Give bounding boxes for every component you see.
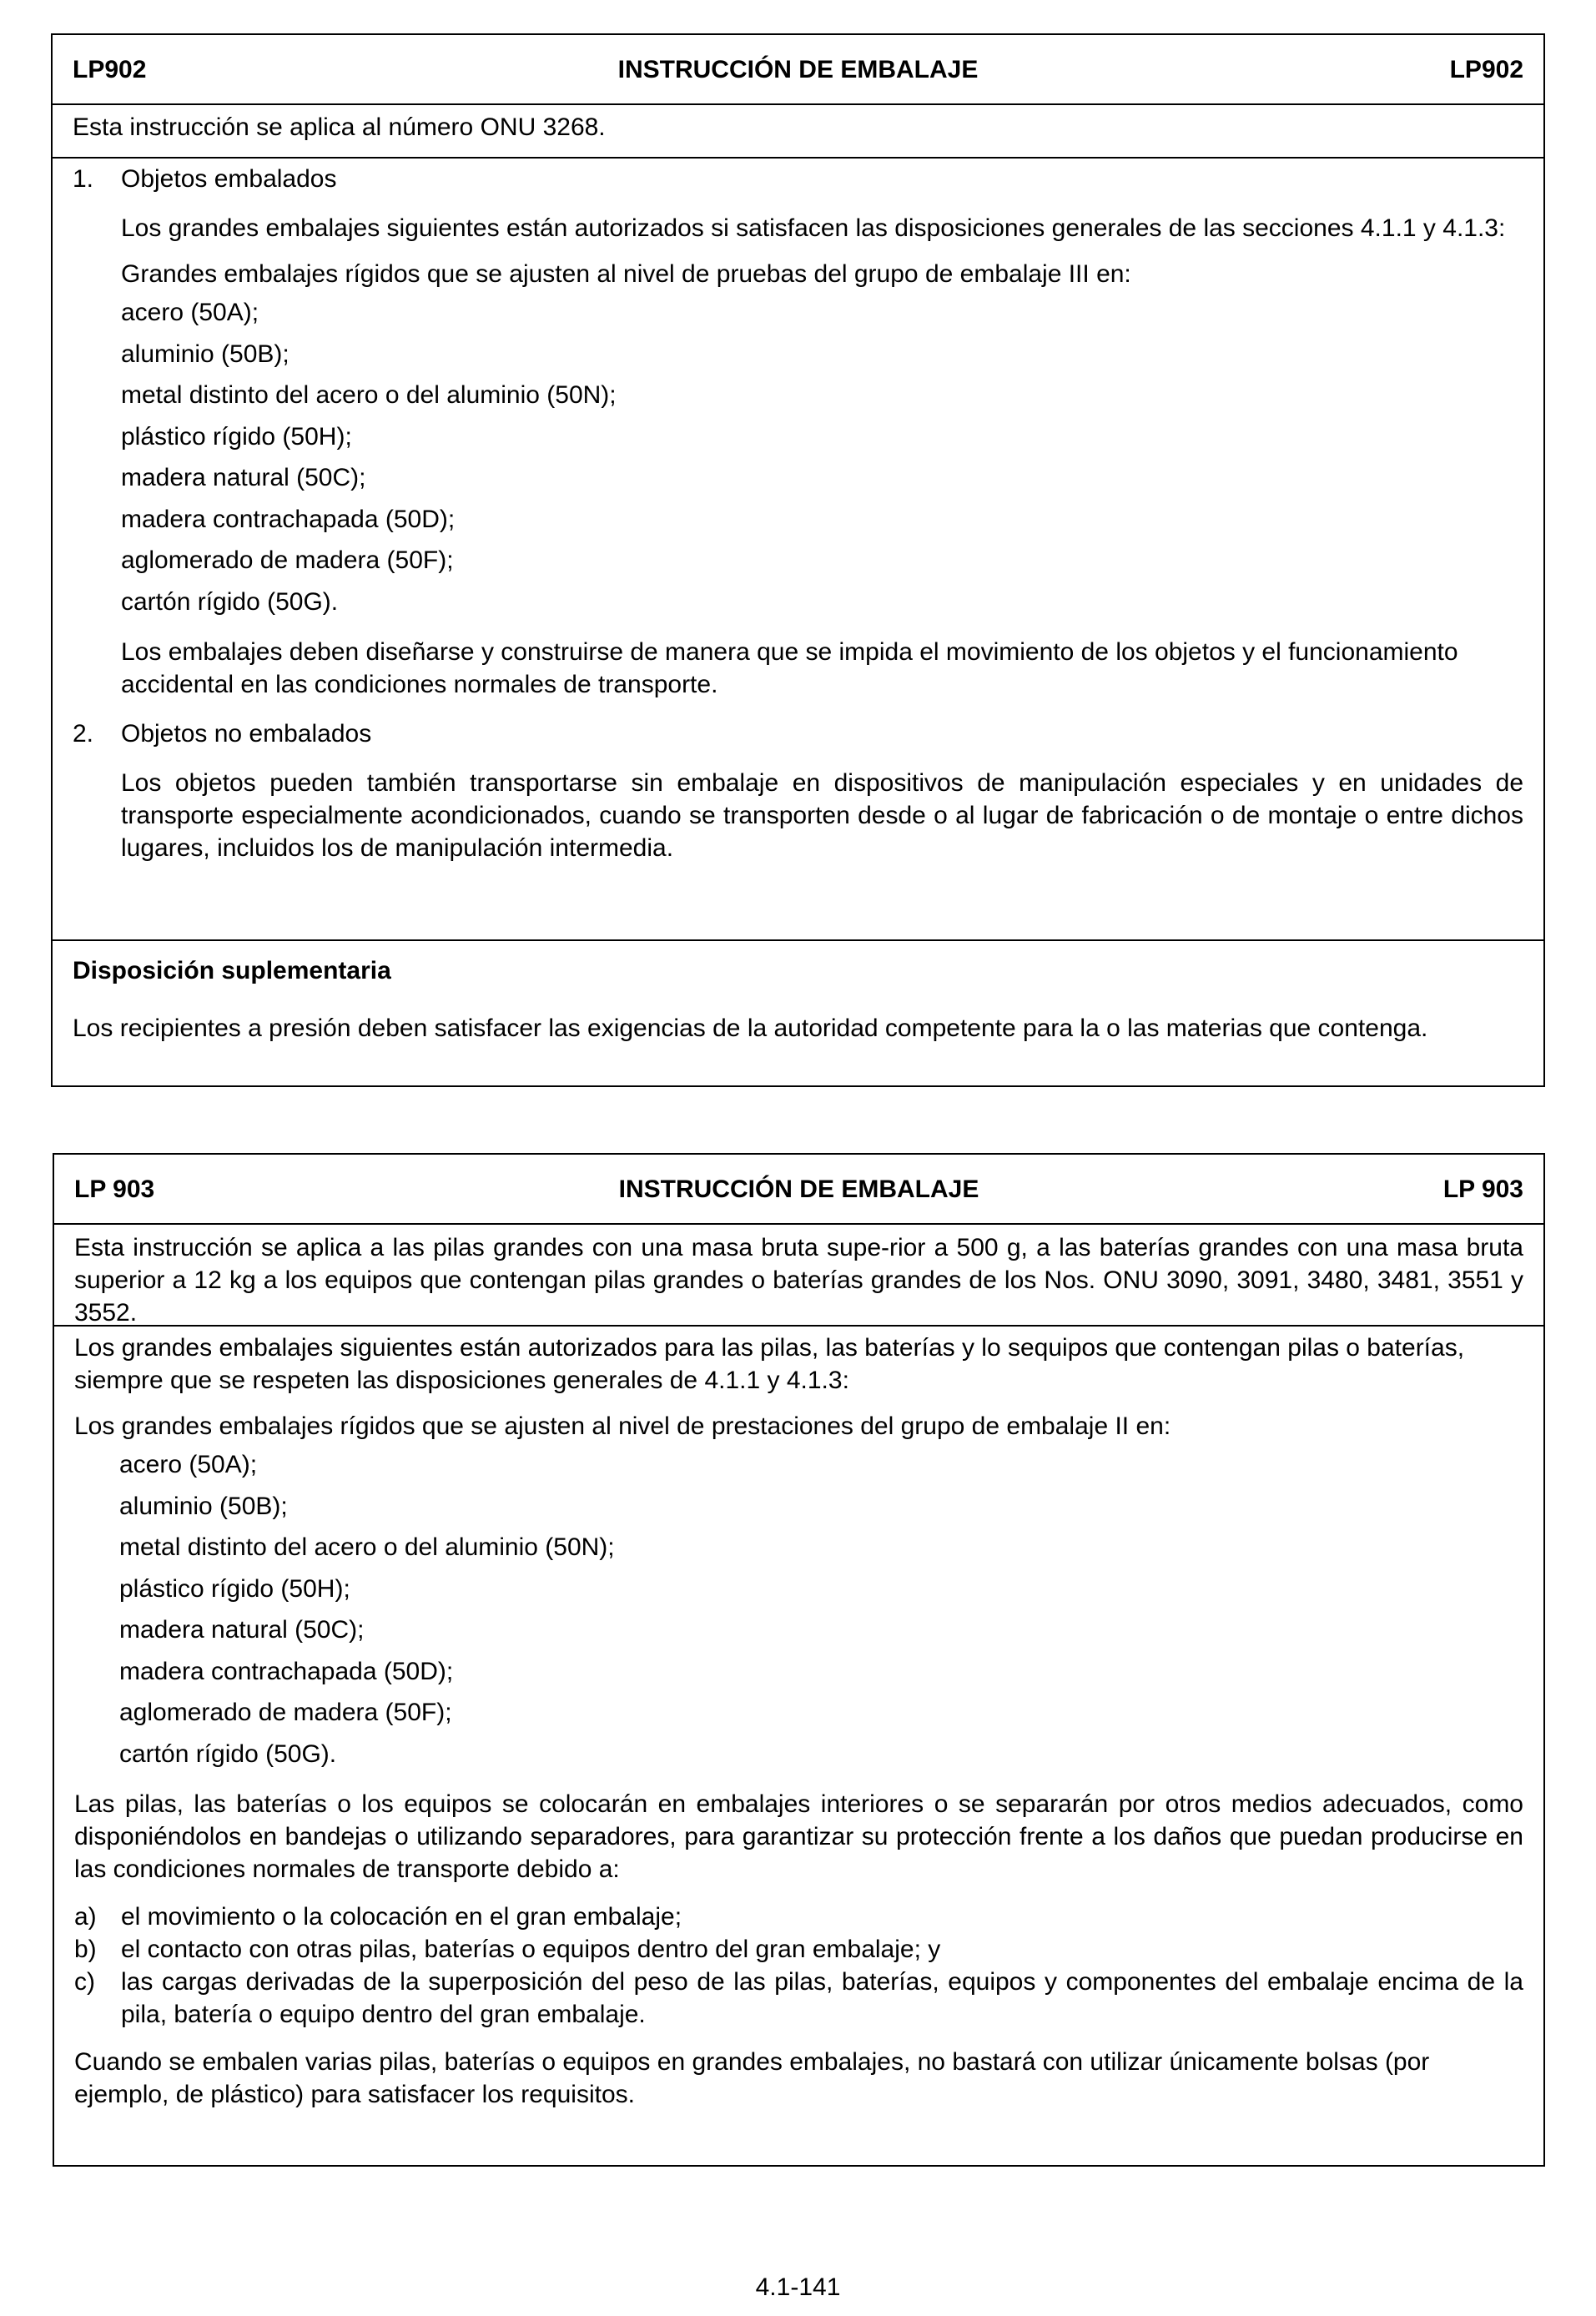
lp903-para-2: Los grandes embalajes rígidos que se ajusten al nivel de prestaciones del grupo de embalaje II en: <box>74 1412 1171 1440</box>
lp902-supplementary-title: Disposición suplementaria <box>73 957 391 984</box>
page-number: 4.1-141 <box>755 2273 841 2301</box>
lp902-body-section <box>53 159 1543 941</box>
lp903-para-4: Cuando se embalen varias pilas, baterías o equipos en grandes embalajes, no bastará con utilizar únicamente bolsas (por ejemplo, de plástico) para satisfacer los requisitos. <box>74 2048 1430 2108</box>
lp903-para-1: Los grandes embalajes siguientes están autorizados para las pilas, las baterías y lo sequipos que contengan pilas o baterías, siempre que se respeten las disposiciones generales de 4.1.1 y 4.1.3: <box>74 1334 1465 1394</box>
lp903-body-section <box>54 1327 1543 2111</box>
lp903-para-3: Las pilas, las baterías o los equipos se colocarán en embalajes interiores o se separarán por otros medios adecuados, como disponiéndolos en bandejas o utilizando separadores, para garantizar su protección frente a los daños que puedan producirse en las condiciones normales de transporte debido a: <box>74 1790 1523 1883</box>
lp903-code-right: LP 903 <box>1442 1175 1523 1203</box>
list-item: madera natural (50C); <box>121 464 366 491</box>
lp903-title: INSTRUCCIÓN DE EMBALAJE <box>618 1175 979 1203</box>
lp902-item-2-number: 2. <box>73 720 94 748</box>
lp903-cause-list <box>74 1901 1523 2031</box>
list-item: acero (50A); <box>121 299 259 326</box>
list-item: acero (50A); <box>119 1451 258 1478</box>
list-item: madera natural (50C); <box>119 1616 365 1644</box>
lp902-code-left: LP902 <box>73 55 147 83</box>
lp902-item-1-para-1: Los grandes embalajes siguientes están autorizados si satisfacen las disposiciones generales de las secciones 4.1.1 y 4.1.3: <box>121 214 1506 242</box>
lp902-intro: Esta instrucción se aplica al número ONU 3268. <box>73 113 606 141</box>
list-item: madera contrachapada (50D); <box>121 505 456 533</box>
list-item: metal distinto del acero o del aluminio (50N); <box>121 381 617 409</box>
lp902-item-2-heading <box>73 717 1523 750</box>
lp903-intro: Esta instrucción se aplica a las pilas grandes con una masa bruta supe-rior a 500 g, a las baterías grandes con una masa bruta superior a 12 kg a los equipos que contengan pilas grandes o baterías grandes de los Nos. ONU 3090, 3091, 3480, 3481, 3551 y 3552. <box>74 1234 1523 1327</box>
list-item: aglomerado de madera (50F); <box>119 1699 452 1726</box>
list-item: cartón rígido (50G). <box>119 1740 337 1768</box>
lp902-item-1-para-3: Los embalajes deben diseñarse y construirse de manera que se impida el movimiento de los objetos y el funcionamiento accidental en las condiciones normales de transporte. <box>121 638 1458 698</box>
list-item: aglomerado de madera (50F); <box>121 546 454 574</box>
lp902-title: INSTRUCCIÓN DE EMBALAJE <box>617 55 979 83</box>
list-item-text: el movimiento o la colocación en el gran embalaje; <box>121 1903 682 1931</box>
lp902-item-1-title: Objetos embalados <box>121 165 337 193</box>
lp902-table <box>51 33 1545 1087</box>
list-item-label: b) <box>74 1936 97 1963</box>
lp902-code-right: LP902 <box>1449 55 1523 83</box>
lp902-header <box>53 35 1543 105</box>
lp902-supplementary-text: Los recipientes a presión deben satisfacer las exigencias de la autoridad competente para la o las materias que contenga. <box>73 1015 1428 1042</box>
list-item <box>74 1966 1523 2031</box>
list-item-label: a) <box>74 1903 97 1931</box>
list-item: plástico rígido (50H); <box>121 422 352 451</box>
lp903-materials-list <box>74 1444 1523 1775</box>
list-item: metal distinto del acero o del aluminio (50N); <box>119 1533 615 1561</box>
list-item <box>74 1933 1523 1966</box>
lp903-table <box>53 1153 1545 2167</box>
lp902-materials-list <box>121 292 1523 622</box>
list-item-label: c) <box>74 1968 95 1996</box>
lp903-code-left: LP 903 <box>74 1175 155 1203</box>
lp903-header <box>54 1155 1543 1225</box>
list-item: aluminio (50B); <box>119 1492 288 1520</box>
list-item: aluminio (50B); <box>121 340 289 368</box>
list-item-text: el contacto con otras pilas, baterías o equipos dentro del gran embalaje; y <box>121 1936 941 1963</box>
lp902-item-1-number: 1. <box>73 165 94 193</box>
list-item: cartón rígido (50G). <box>121 587 339 616</box>
lp903-intro-section <box>54 1225 1543 1327</box>
list-item-text: las cargas derivadas de la superposición del peso de las pilas, baterías, equipos y componentes del embalaje encima de la pila, batería o equipo dentro del gran embalaje. <box>121 1968 1523 2028</box>
lp902-item-2-title: Objetos no embalados <box>121 720 372 748</box>
lp902-item-1-para-2: Grandes embalajes rígidos que se ajusten al nivel de pruebas del grupo de embalaje III en: <box>121 260 1131 288</box>
list-item: plástico rígido (50H); <box>119 1574 350 1603</box>
list-item <box>74 1901 1523 1933</box>
lp902-item-2-para: Los objetos pueden también transportarse sin embalaje en dispositivos de manipulación especiales y en unidades de transporte especialmente acondicionados, cuando se transporten desde o al lugar de fabricación o de montaje o entre dichos lugares, incluidos los de manipulación intermedia. <box>121 769 1523 862</box>
lp902-item-1-heading <box>73 163 1523 195</box>
list-item: madera contrachapada (50D); <box>119 1657 454 1685</box>
lp902-supplementary-section <box>53 941 1543 1045</box>
lp902-intro-section <box>53 105 1543 159</box>
